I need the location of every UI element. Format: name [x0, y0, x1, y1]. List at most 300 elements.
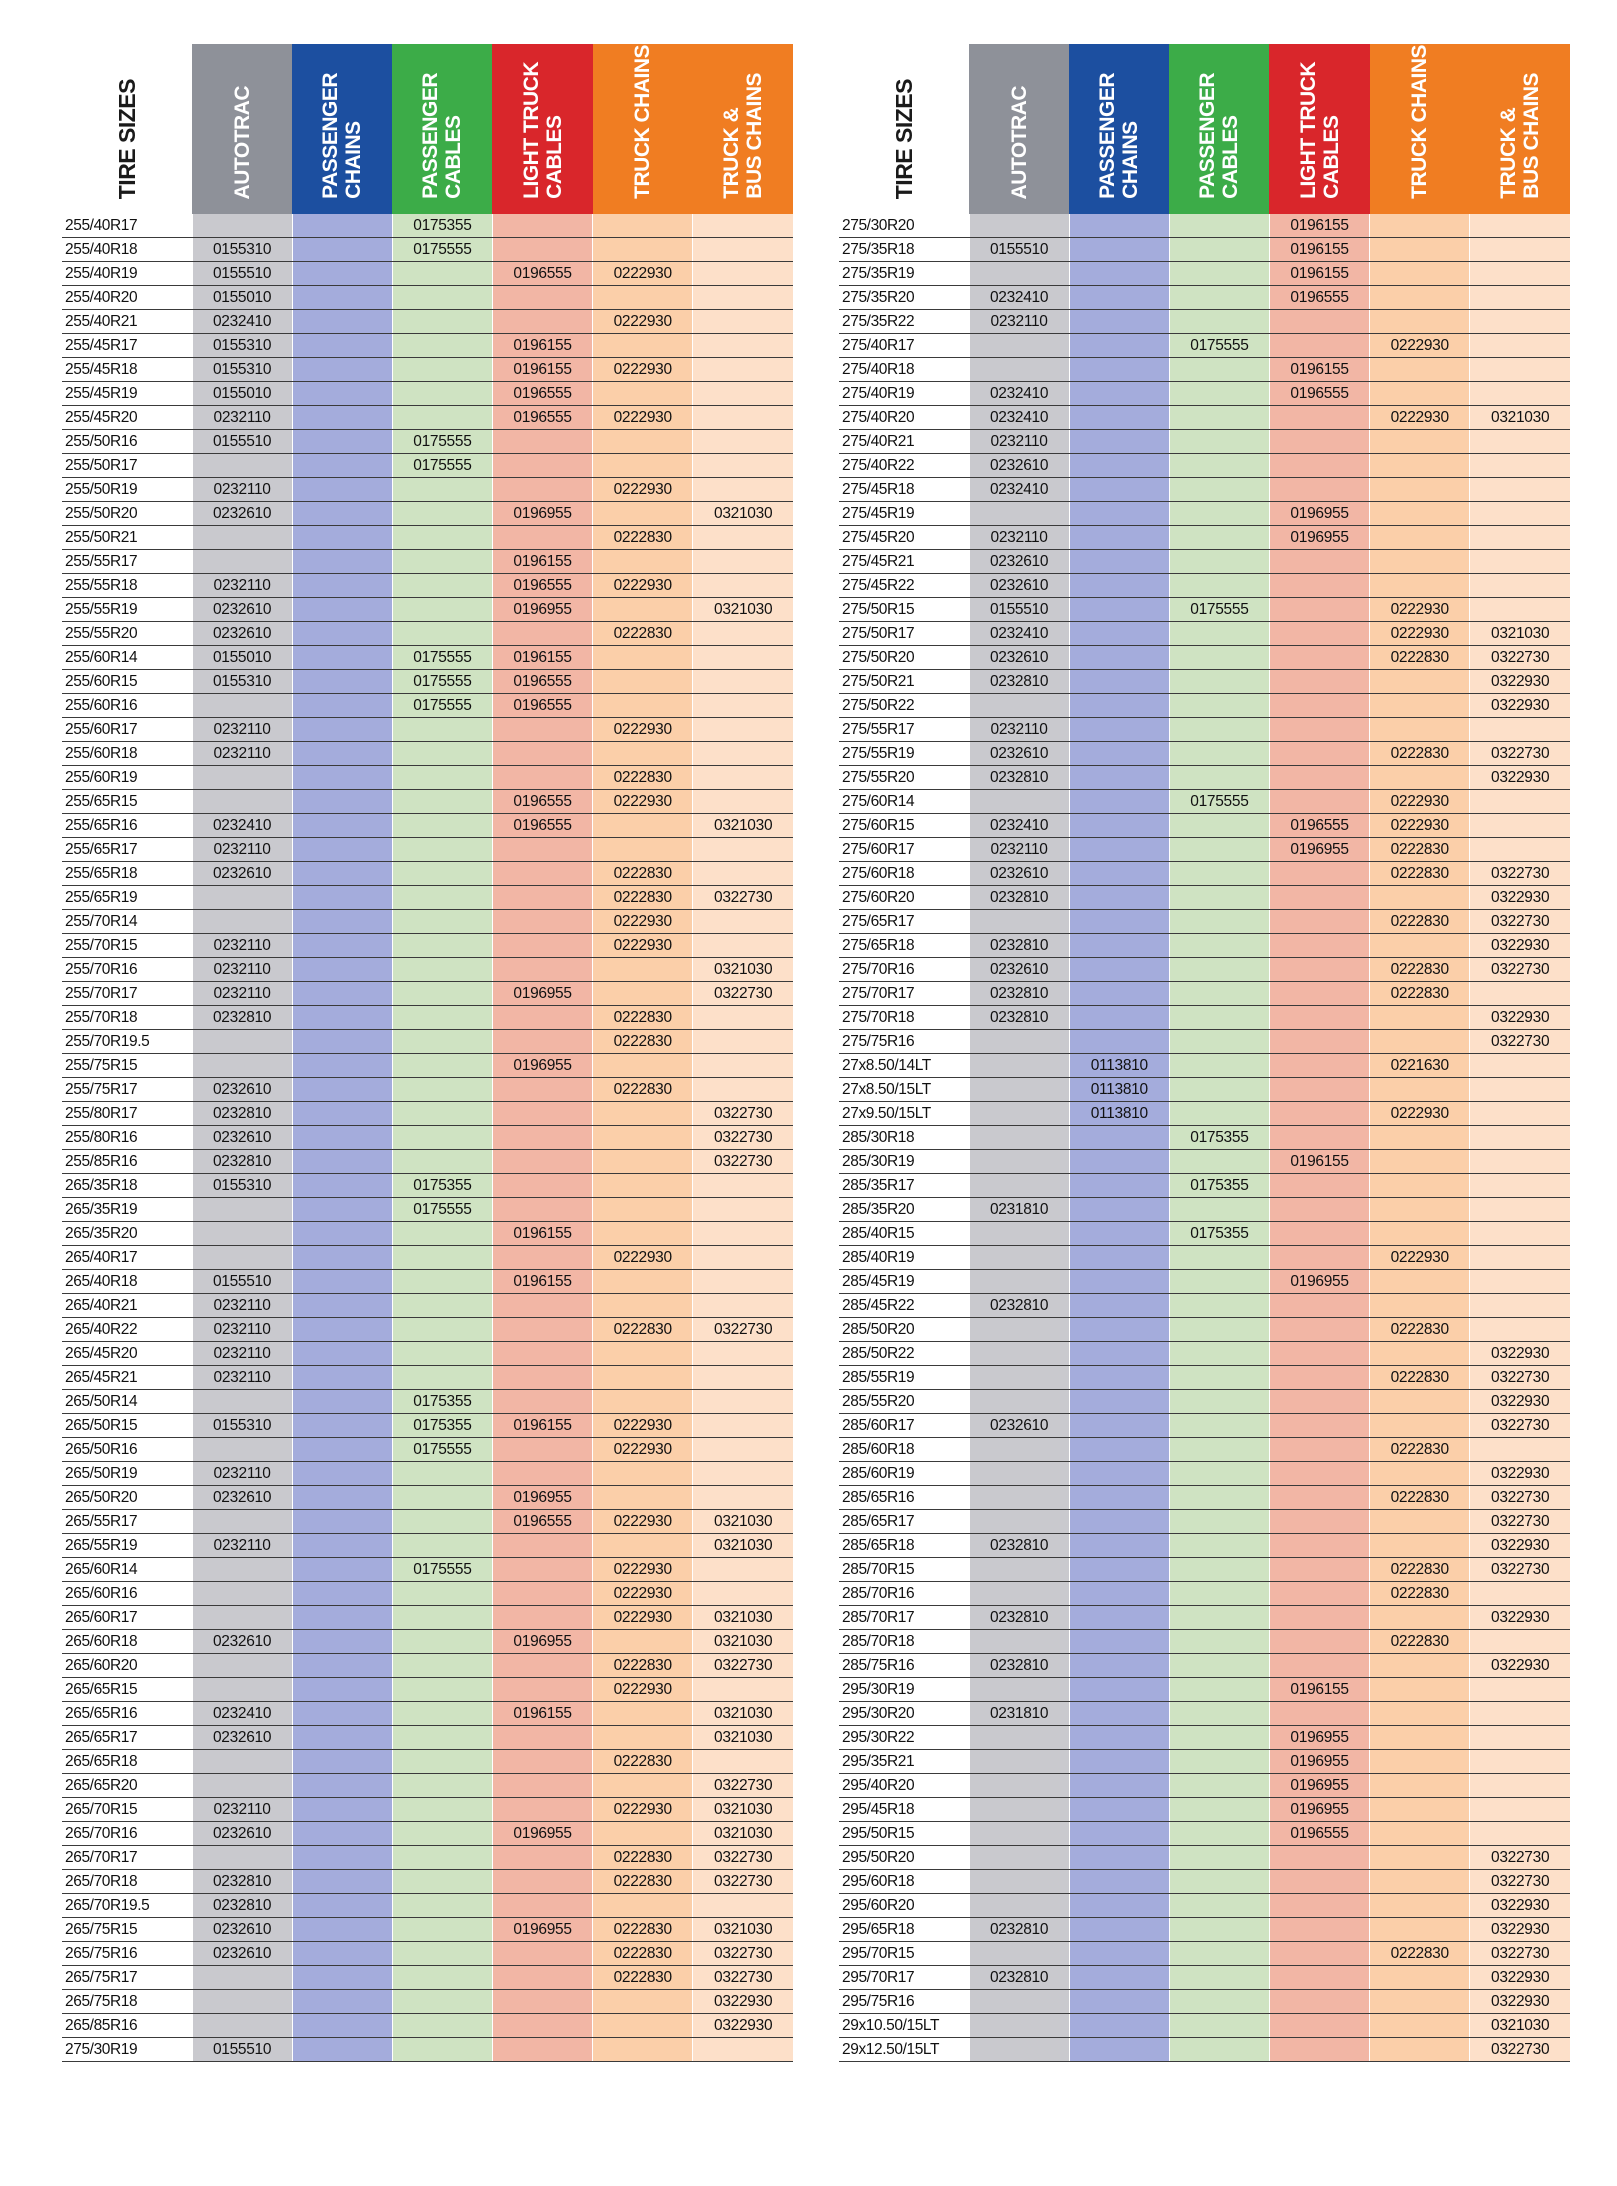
passenger-chains-cell	[292, 1294, 392, 1318]
table-row	[62, 1390, 793, 1414]
passenger-chains-cell	[1069, 1486, 1169, 1510]
header-line-1: PASSENGER	[319, 73, 343, 199]
light-truck-cables-cell	[492, 286, 592, 310]
truck-chains-cell	[593, 742, 693, 766]
passenger-cables-cell	[1169, 982, 1269, 1006]
table-row	[62, 718, 793, 742]
header-line-2: CABLES	[1219, 115, 1243, 199]
tire-size-table-left	[62, 44, 793, 2062]
light-truck-cables-cell	[1269, 934, 1369, 958]
tire-size-cell: 255/40R21	[62, 310, 192, 334]
table-body	[62, 214, 793, 2062]
truck-bus-chains-cell	[693, 310, 793, 334]
autotrac-cell: 0232110	[192, 838, 292, 862]
passenger-chains-cell	[292, 1558, 392, 1582]
truck-chains-cell	[593, 454, 693, 478]
autotrac-cell	[192, 1990, 292, 2014]
table-row	[62, 1006, 793, 1030]
tire-size-cell: 275/30R20	[839, 214, 969, 238]
light-truck-cables-cell	[1269, 1054, 1369, 1078]
light-truck-cables-cell	[1269, 2014, 1369, 2038]
passenger-chains-cell	[292, 1894, 392, 1918]
passenger-cables-cell: 0175555	[392, 430, 492, 454]
passenger-chains-cell	[292, 1366, 392, 1390]
passenger-cables-cell	[1169, 1462, 1269, 1486]
header-light-truck-cables	[1269, 44, 1369, 214]
tire-size-cell: 285/55R20	[839, 1390, 969, 1414]
table-row	[839, 1054, 1570, 1078]
truck-chains-cell	[593, 1534, 693, 1558]
truck-chains-cell	[593, 1630, 693, 1654]
autotrac-cell: 0232810	[969, 1918, 1069, 1942]
light-truck-cables-cell	[1269, 1702, 1369, 1726]
table-row	[839, 862, 1570, 886]
truck-bus-chains-cell	[1470, 1198, 1570, 1222]
truck-chains-cell: 0222830	[1370, 1486, 1470, 1510]
autotrac-cell	[192, 1438, 292, 1462]
tire-size-cell: 255/50R17	[62, 454, 192, 478]
passenger-chains-cell	[292, 286, 392, 310]
table-row	[62, 1606, 793, 1630]
truck-bus-chains-cell	[1470, 1726, 1570, 1750]
truck-bus-chains-cell	[1470, 334, 1570, 358]
truck-bus-chains-cell: 0322930	[1470, 1654, 1570, 1678]
passenger-cables-cell	[1169, 2038, 1269, 2062]
autotrac-cell	[969, 1798, 1069, 1822]
passenger-chains-cell	[1069, 1270, 1169, 1294]
light-truck-cables-cell	[1269, 1462, 1369, 1486]
truck-chains-cell	[1370, 1654, 1470, 1678]
tire-size-cell: 255/80R16	[62, 1126, 192, 1150]
light-truck-cables-cell	[1269, 646, 1369, 670]
truck-chains-cell	[1370, 1222, 1470, 1246]
tire-size-cell: 275/45R18	[839, 478, 969, 502]
tire-size-cell: 275/70R17	[839, 982, 969, 1006]
truck-chains-cell: 0222930	[593, 262, 693, 286]
tire-size-cell: 255/50R21	[62, 526, 192, 550]
tire-size-cell: 265/75R15	[62, 1918, 192, 1942]
tire-size-cell: 265/65R15	[62, 1678, 192, 1702]
light-truck-cables-cell	[492, 838, 592, 862]
passenger-cables-cell	[1169, 238, 1269, 262]
passenger-cables-cell: 0175555	[392, 646, 492, 670]
truck-chains-cell	[593, 1342, 693, 1366]
table-row	[62, 406, 793, 430]
truck-bus-chains-cell: 0321030	[1470, 622, 1570, 646]
truck-bus-chains-cell	[693, 214, 793, 238]
table-row	[62, 334, 793, 358]
passenger-cables-cell: 0175355	[1169, 1174, 1269, 1198]
truck-bus-chains-cell: 0322730	[693, 1942, 793, 1966]
truck-bus-chains-cell	[1470, 1246, 1570, 1270]
passenger-cables-cell	[1169, 2014, 1269, 2038]
autotrac-cell	[969, 1822, 1069, 1846]
table-row	[839, 310, 1570, 334]
tire-size-cell: 265/70R18	[62, 1870, 192, 1894]
light-truck-cables-cell: 0196955	[492, 1630, 592, 1654]
truck-chains-cell	[593, 1486, 693, 1510]
light-truck-cables-cell	[1269, 1390, 1369, 1414]
passenger-cables-cell	[1169, 550, 1269, 574]
truck-chains-cell: 0222830	[593, 1030, 693, 1054]
truck-bus-chains-cell: 0322730	[1470, 646, 1570, 670]
truck-chains-cell: 0222830	[593, 526, 693, 550]
table-row	[839, 1510, 1570, 1534]
truck-chains-cell	[1370, 1270, 1470, 1294]
passenger-chains-cell	[1069, 886, 1169, 910]
light-truck-cables-cell	[492, 862, 592, 886]
passenger-cables-cell	[392, 1366, 492, 1390]
tire-size-cell: 295/50R15	[839, 1822, 969, 1846]
truck-chains-cell	[593, 2038, 693, 2062]
truck-bus-chains-cell	[1470, 550, 1570, 574]
table-row	[62, 694, 793, 718]
table-row	[62, 430, 793, 454]
truck-bus-chains-cell	[693, 1294, 793, 1318]
passenger-chains-cell	[1069, 958, 1169, 982]
passenger-chains-cell	[292, 310, 392, 334]
passenger-cables-cell	[392, 1582, 492, 1606]
tire-size-cell: 255/65R17	[62, 838, 192, 862]
table-row	[839, 1798, 1570, 1822]
tire-size-cell: 275/50R22	[839, 694, 969, 718]
truck-chains-cell	[1370, 886, 1470, 910]
passenger-cables-cell: 0175555	[392, 694, 492, 718]
truck-chains-cell	[593, 1822, 693, 1846]
passenger-chains-cell	[1069, 766, 1169, 790]
tire-size-cell: 255/60R16	[62, 694, 192, 718]
truck-bus-chains-cell	[1470, 718, 1570, 742]
tire-size-cell: 255/45R17	[62, 334, 192, 358]
header-label: TIRE SIZES	[113, 78, 140, 199]
tire-size-cell: 295/65R18	[839, 1918, 969, 1942]
passenger-cables-cell	[392, 2038, 492, 2062]
truck-chains-cell	[593, 598, 693, 622]
autotrac-cell	[969, 1102, 1069, 1126]
truck-chains-cell	[593, 286, 693, 310]
light-truck-cables-cell	[1269, 1438, 1369, 1462]
truck-chains-cell	[593, 214, 693, 238]
autotrac-cell: 0232110	[192, 742, 292, 766]
header-passenger-chains	[1069, 44, 1169, 214]
tire-size-cell: 275/35R18	[839, 238, 969, 262]
tire-size-cell: 295/70R17	[839, 1966, 969, 1990]
truck-chains-cell	[1370, 1510, 1470, 1534]
tire-size-cell: 285/70R15	[839, 1558, 969, 1582]
passenger-cables-cell	[392, 1462, 492, 1486]
table-row	[839, 1774, 1570, 1798]
table-row	[62, 1270, 793, 1294]
truck-bus-chains-cell	[693, 718, 793, 742]
tire-size-cell: 275/50R15	[839, 598, 969, 622]
tire-size-cell: 275/45R20	[839, 526, 969, 550]
passenger-chains-cell	[292, 1750, 392, 1774]
autotrac-cell	[969, 1990, 1069, 2014]
table-row	[62, 1654, 793, 1678]
table-row	[839, 1630, 1570, 1654]
passenger-cables-cell	[392, 814, 492, 838]
truck-chains-cell	[1370, 1990, 1470, 2014]
truck-chains-cell: 0222930	[593, 406, 693, 430]
autotrac-cell	[969, 1558, 1069, 1582]
autotrac-cell	[969, 1390, 1069, 1414]
light-truck-cables-cell: 0196955	[492, 502, 592, 526]
passenger-chains-cell: 0113810	[1069, 1054, 1169, 1078]
table-row	[62, 1174, 793, 1198]
table-row	[62, 1078, 793, 1102]
table-row	[839, 1846, 1570, 1870]
passenger-chains-cell	[292, 334, 392, 358]
table-row	[839, 742, 1570, 766]
truck-bus-chains-cell	[693, 1054, 793, 1078]
tire-size-cell: 275/40R17	[839, 334, 969, 358]
autotrac-cell: 0232610	[969, 646, 1069, 670]
truck-bus-chains-cell: 0321030	[1470, 406, 1570, 430]
light-truck-cables-cell	[1269, 1654, 1369, 1678]
light-truck-cables-cell	[1269, 718, 1369, 742]
truck-chains-cell	[1370, 1414, 1470, 1438]
table-row	[62, 238, 793, 262]
light-truck-cables-cell	[492, 910, 592, 934]
table-row	[62, 1990, 793, 2014]
autotrac-cell	[192, 1246, 292, 1270]
truck-bus-chains-cell: 0322730	[693, 1318, 793, 1342]
passenger-chains-cell	[1069, 286, 1169, 310]
tire-size-cell: 265/40R17	[62, 1246, 192, 1270]
table-row	[839, 694, 1570, 718]
passenger-cables-cell	[1169, 910, 1269, 934]
autotrac-cell: 0232410	[192, 1702, 292, 1726]
passenger-cables-cell: 0175555	[1169, 790, 1269, 814]
truck-bus-chains-cell: 0321030	[1470, 2014, 1570, 2038]
tire-size-cell: 255/45R18	[62, 358, 192, 382]
table-row	[62, 454, 793, 478]
tire-size-cell: 255/40R18	[62, 238, 192, 262]
passenger-chains-cell	[1069, 1222, 1169, 1246]
header-line-1: AUTOTRAC	[230, 85, 254, 199]
truck-bus-chains-cell	[1470, 1270, 1570, 1294]
autotrac-cell: 0232810	[969, 982, 1069, 1006]
passenger-cables-cell	[392, 1870, 492, 1894]
autotrac-cell: 0232810	[969, 1534, 1069, 1558]
light-truck-cables-cell	[492, 430, 592, 454]
passenger-cables-cell	[1169, 1102, 1269, 1126]
passenger-cables-cell	[1169, 214, 1269, 238]
autotrac-cell: 0232810	[969, 670, 1069, 694]
truck-chains-cell: 0222930	[1370, 406, 1470, 430]
passenger-chains-cell	[1069, 1774, 1169, 1798]
passenger-cables-cell	[1169, 1150, 1269, 1174]
passenger-cables-cell	[392, 286, 492, 310]
passenger-chains-cell	[292, 454, 392, 478]
truck-bus-chains-cell: 0322730	[1470, 1486, 1570, 1510]
light-truck-cables-cell	[492, 1846, 592, 1870]
truck-chains-cell: 0222930	[1370, 622, 1470, 646]
table-row	[839, 1822, 1570, 1846]
table-row	[62, 1246, 793, 1270]
tire-size-cell: 255/45R19	[62, 382, 192, 406]
passenger-chains-cell	[1069, 1678, 1169, 1702]
light-truck-cables-cell	[1269, 1918, 1369, 1942]
truck-bus-chains-cell: 0322930	[1470, 1534, 1570, 1558]
truck-bus-chains-cell: 0322730	[693, 1126, 793, 1150]
header-line-1: AUTOTRAC	[1007, 85, 1031, 199]
table-row	[839, 262, 1570, 286]
autotrac-cell: 0232110	[969, 838, 1069, 862]
passenger-chains-cell	[1069, 790, 1169, 814]
truck-chains-cell	[593, 334, 693, 358]
tire-size-cell: 265/55R17	[62, 1510, 192, 1534]
table-row	[839, 1174, 1570, 1198]
truck-chains-cell: 0222930	[593, 790, 693, 814]
truck-chains-cell	[593, 1726, 693, 1750]
passenger-cables-cell	[1169, 934, 1269, 958]
header-line-2: CHAINS	[1119, 121, 1143, 199]
tire-size-cell: 255/80R17	[62, 1102, 192, 1126]
table-row	[839, 1102, 1570, 1126]
autotrac-cell: 0232110	[969, 718, 1069, 742]
light-truck-cables-cell: 0196155	[492, 550, 592, 574]
passenger-chains-cell	[1069, 406, 1169, 430]
passenger-chains-cell	[1069, 1630, 1169, 1654]
truck-chains-cell: 0221630	[1370, 1054, 1470, 1078]
passenger-chains-cell	[1069, 742, 1169, 766]
passenger-chains-cell	[1069, 1726, 1169, 1750]
passenger-cables-cell	[1169, 382, 1269, 406]
autotrac-cell: 0232610	[969, 1414, 1069, 1438]
tire-size-cell: 295/30R20	[839, 1702, 969, 1726]
tire-size-cell: 255/40R17	[62, 214, 192, 238]
autotrac-cell: 0232810	[969, 886, 1069, 910]
header-label: TIRE SIZES	[890, 78, 917, 199]
tire-size-cell: 255/65R15	[62, 790, 192, 814]
tire-size-cell: 295/30R22	[839, 1726, 969, 1750]
passenger-chains-cell	[292, 910, 392, 934]
light-truck-cables-cell	[1269, 1366, 1369, 1390]
header-line-1: TRUCK &	[1496, 108, 1520, 199]
passenger-cables-cell	[392, 1246, 492, 1270]
truck-chains-cell: 0222830	[593, 1318, 693, 1342]
header-light-truck-cables	[492, 44, 592, 214]
passenger-cables-cell	[392, 574, 492, 598]
truck-bus-chains-cell	[1470, 1702, 1570, 1726]
table-row	[839, 286, 1570, 310]
light-truck-cables-cell	[492, 1606, 592, 1630]
autotrac-cell: 0232410	[192, 814, 292, 838]
light-truck-cables-cell	[1269, 1222, 1369, 1246]
tire-size-cell: 255/40R19	[62, 262, 192, 286]
passenger-cables-cell	[392, 550, 492, 574]
passenger-chains-cell	[1069, 382, 1169, 406]
truck-chains-cell	[1370, 766, 1470, 790]
light-truck-cables-cell	[1269, 1342, 1369, 1366]
truck-bus-chains-cell	[693, 406, 793, 430]
tire-size-cell: 275/40R20	[839, 406, 969, 430]
passenger-chains-cell	[1069, 1582, 1169, 1606]
tire-size-cell: 285/60R17	[839, 1414, 969, 1438]
table-row	[62, 1342, 793, 1366]
passenger-chains-cell	[292, 1702, 392, 1726]
header-line-1: TRUCK CHAINS	[1408, 45, 1432, 199]
table-row	[62, 478, 793, 502]
passenger-cables-cell: 0175355	[392, 214, 492, 238]
truck-chains-cell: 0222930	[593, 478, 693, 502]
tire-size-cell: 255/40R20	[62, 286, 192, 310]
passenger-cables-cell	[1169, 262, 1269, 286]
truck-bus-chains-cell	[693, 838, 793, 862]
autotrac-cell	[969, 1150, 1069, 1174]
truck-chains-cell: 0222830	[1370, 982, 1470, 1006]
passenger-cables-cell	[1169, 1798, 1269, 1822]
autotrac-cell: 0232610	[192, 1630, 292, 1654]
light-truck-cables-cell: 0196155	[1269, 238, 1369, 262]
autotrac-cell: 0232810	[969, 766, 1069, 790]
tire-size-cell: 265/35R18	[62, 1174, 192, 1198]
autotrac-cell	[969, 2014, 1069, 2038]
truck-bus-chains-cell: 0321030	[693, 1606, 793, 1630]
truck-bus-chains-cell: 0322730	[693, 1966, 793, 1990]
table-row	[839, 718, 1570, 742]
header-passenger-chains	[292, 44, 392, 214]
truck-chains-cell	[1370, 478, 1470, 502]
light-truck-cables-cell: 0196555	[492, 814, 592, 838]
header-label	[1497, 73, 1543, 199]
table-row	[62, 910, 793, 934]
truck-bus-chains-cell	[1470, 1438, 1570, 1462]
light-truck-cables-cell	[492, 238, 592, 262]
truck-bus-chains-cell: 0321030	[693, 502, 793, 526]
passenger-cables-cell	[392, 886, 492, 910]
truck-bus-chains-cell	[1470, 382, 1570, 406]
truck-bus-chains-cell: 0321030	[693, 1510, 793, 1534]
autotrac-cell	[192, 694, 292, 718]
autotrac-cell: 0232110	[192, 1798, 292, 1822]
light-truck-cables-cell	[492, 1342, 592, 1366]
light-truck-cables-cell	[1269, 1510, 1369, 1534]
tire-size-cell: 27x8.50/14LT	[839, 1054, 969, 1078]
autotrac-cell	[969, 1126, 1069, 1150]
autotrac-cell	[192, 1510, 292, 1534]
passenger-cables-cell	[392, 598, 492, 622]
tire-size-cell: 255/70R15	[62, 934, 192, 958]
passenger-chains-cell	[292, 1246, 392, 1270]
light-truck-cables-cell	[492, 1438, 592, 1462]
truck-bus-chains-cell	[1470, 238, 1570, 262]
truck-bus-chains-cell	[693, 550, 793, 574]
passenger-chains-cell	[1069, 526, 1169, 550]
table-row	[839, 1150, 1570, 1174]
truck-bus-chains-cell: 0321030	[693, 958, 793, 982]
truck-chains-cell	[1370, 358, 1470, 382]
autotrac-cell: 0232810	[969, 1006, 1069, 1030]
table-row	[62, 670, 793, 694]
truck-chains-cell	[593, 1150, 693, 1174]
light-truck-cables-cell	[492, 454, 592, 478]
passenger-chains-cell	[1069, 454, 1169, 478]
truck-chains-cell	[593, 958, 693, 982]
truck-chains-cell	[1370, 1822, 1470, 1846]
tire-size-cell: 275/55R17	[839, 718, 969, 742]
truck-chains-cell: 0222930	[593, 1414, 693, 1438]
tire-size-cell: 295/40R20	[839, 1774, 969, 1798]
truck-bus-chains-cell: 0321030	[693, 1534, 793, 1558]
autotrac-cell: 0155510	[192, 1270, 292, 1294]
header-line-1: TRUCK CHAINS	[631, 45, 655, 199]
passenger-cables-cell	[392, 406, 492, 430]
tire-size-cell: 265/70R17	[62, 1846, 192, 1870]
autotrac-cell: 0232810	[192, 1102, 292, 1126]
table-row	[839, 1654, 1570, 1678]
